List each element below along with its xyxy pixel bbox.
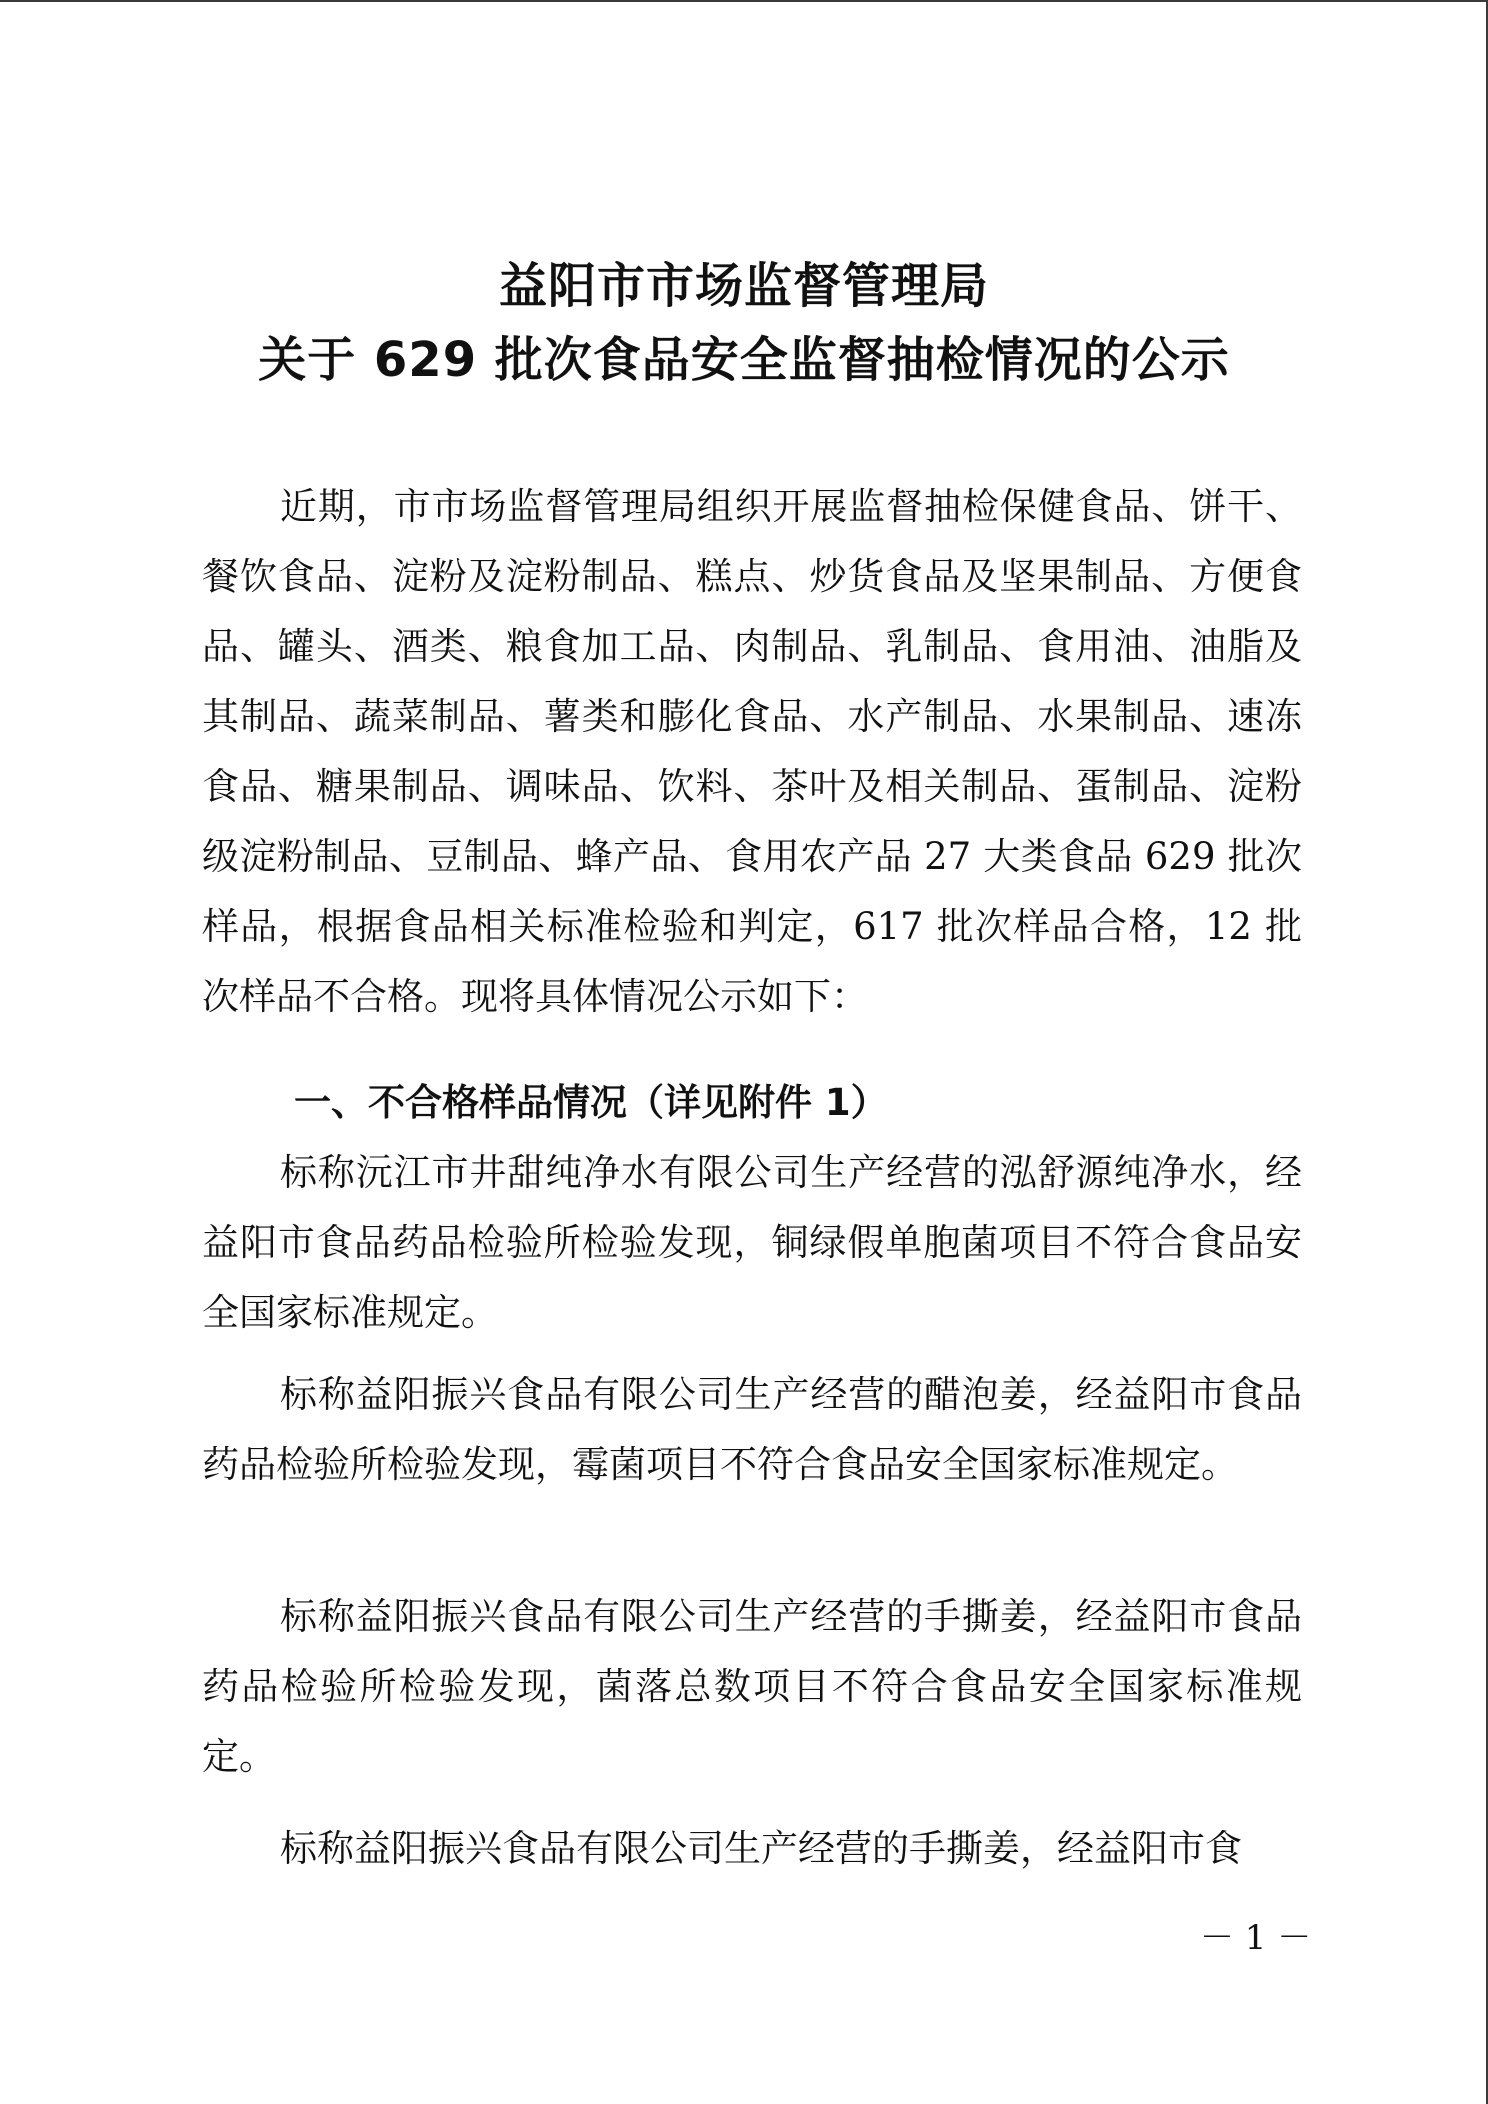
unqualified-item-paragraph: 标称益阳振兴食品有限公司生产经营的手撕姜，经益阳市食 xyxy=(280,1827,1242,1870)
page-number: － 1 － xyxy=(1200,1918,1312,1958)
section-heading-unqualified-samples: 一、不合格样品情况（详见附件 1） xyxy=(294,1081,888,1124)
intro-paragraph: 近期，市市场监督管理局组织开展监督抽检保健食品、饼干、餐饮食品、淀粉及淀粉制品、糕点、炒货食品及坚果制品、方便食品、罐头、酒类、粮食加工品、肉制品、乳制品、食用油、油脂及其制品、蔬菜制品、薯类和膨化食品、水产制品、水果制品、速冻食品、糖果制品、调味品、饮料、茶叶及相关制品、蛋制品、淀粉级淀粉制品、豆制品、蜂产品、食用农产品 27 大类食品 629 批次样品，根据食品相关标准检验和判定，617 批次样品合格，12 批次样品不合格。现将具体情况公示如下： xyxy=(202,485,1302,1018)
document-title-line-1: 益阳市市场监督管理局 xyxy=(498,258,989,314)
unqualified-item-paragraph: 标称沅江市井甜纯净水有限公司生产经营的泓舒源纯净水，经益阳市食品药品检验所检验发现，铜绿假单胞菌项目不符合食品安全国家标准规定。 xyxy=(202,1151,1302,1334)
unqualified-item-paragraph: 标称益阳振兴食品有限公司生产经营的手撕姜，经益阳市食品药品检验所检验发现，菌落总数项目不符合食品安全国家标准规定。 xyxy=(202,1595,1302,1778)
unqualified-item-paragraph: 标称益阳振兴食品有限公司生产经营的醋泡姜，经益阳市食品药品检验所检验发现，霉菌项目不符合食品安全国家标准规定。 xyxy=(202,1373,1302,1486)
document-title-line-2: 关于 629 批次食品安全监督抽检情况的公示 xyxy=(258,332,1230,388)
